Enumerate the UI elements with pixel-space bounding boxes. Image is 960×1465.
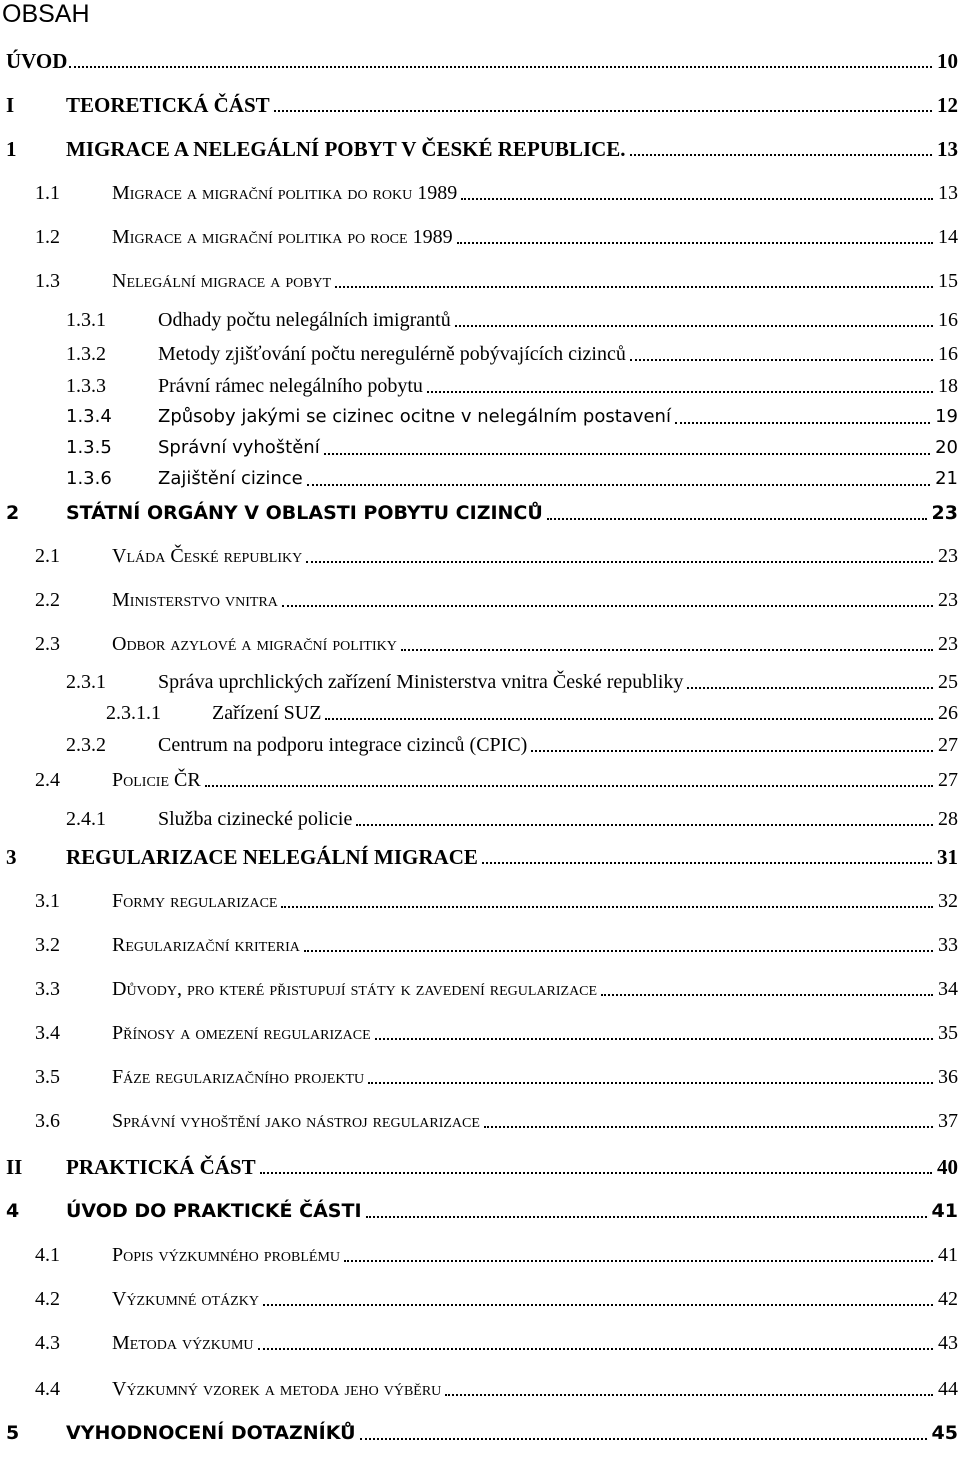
toc-entry[interactable] <box>0 886 958 916</box>
toc-entry-number: 1.3 <box>35 266 60 296</box>
toc-entry-title: TEORETICKÁ ČÁST <box>66 90 272 120</box>
dot-leader <box>675 422 930 424</box>
toc-entry[interactable] <box>0 930 958 960</box>
toc-entry-page: 45 <box>929 1418 958 1448</box>
toc-entry-number: I <box>6 90 14 120</box>
toc-entry-title: Správa uprchlických zařízení Ministerstva vnitra České republiky <box>158 667 685 697</box>
toc-entry-number: 5 <box>6 1418 19 1448</box>
toc-entry-page: 16 <box>935 339 958 369</box>
toc-entry-page: 41 <box>935 1240 958 1270</box>
toc-entry[interactable] <box>0 730 958 760</box>
toc-entry-page: 14 <box>935 222 958 252</box>
toc-entry[interactable] <box>0 134 958 164</box>
dot-leader <box>344 1260 933 1262</box>
toc-entry[interactable] <box>0 1328 958 1358</box>
toc-entry-title: Migrace a migrační politika po roce 1989 <box>112 222 455 252</box>
toc-entry-number: ÚVOD <box>6 46 67 76</box>
toc-entry-number: 3.6 <box>35 1106 60 1136</box>
toc-entry[interactable] <box>0 433 958 463</box>
toc-entry-page: 34 <box>935 974 958 1004</box>
toc-entry[interactable] <box>0 974 958 1004</box>
dot-leader <box>401 649 933 651</box>
toc-entry[interactable] <box>0 1418 958 1448</box>
dot-leader <box>304 950 933 952</box>
toc-entry-page: 33 <box>935 930 958 960</box>
dot-leader <box>630 359 933 361</box>
toc-entry[interactable] <box>0 1240 958 1270</box>
toc-entry-title: Vláda České republiky <box>112 541 304 571</box>
toc-entry-number: 2.3.1.1 <box>106 698 161 728</box>
toc-entry-number: 1.3.3 <box>66 371 106 401</box>
dot-leader <box>325 718 933 720</box>
toc-entry-page: 13 <box>934 134 958 164</box>
toc-entry-title: Zařízení SUZ <box>212 698 323 728</box>
toc-entry-number: 1 <box>6 134 17 164</box>
dot-leader <box>445 1394 933 1396</box>
toc-entry-number: 1.3.1 <box>66 305 106 335</box>
toc-entry-title: Regularizační kriteria <box>112 930 302 960</box>
toc-entry-number: 2.4.1 <box>66 804 106 834</box>
toc-entry-number: 1.2 <box>35 222 60 252</box>
toc-entry-number: 4 <box>6 1196 19 1226</box>
dot-leader <box>687 687 933 689</box>
dot-leader <box>281 906 933 908</box>
toc-entry-title: Výzkumné otázky <box>112 1284 261 1314</box>
toc-entry-title: Zajištění cizince <box>158 464 305 494</box>
dot-leader <box>375 1038 933 1040</box>
toc-entry-title: Právní rámec nelegálního pobytu <box>158 371 425 401</box>
toc-entry-number: 4.2 <box>35 1284 60 1314</box>
toc-entry-title: PRAKTICKÁ ČÁST <box>66 1152 258 1182</box>
toc-entry[interactable] <box>0 1062 958 1092</box>
toc-entry-page: 27 <box>935 730 958 760</box>
toc-entry-title: Výzkumný vzorek a metoda jeho výběru <box>112 1374 443 1404</box>
toc-entry[interactable] <box>0 1374 958 1404</box>
dot-leader <box>274 110 932 112</box>
toc-entry-number: 2.3.1 <box>66 667 106 697</box>
toc-entry-page: 23 <box>935 541 958 571</box>
toc-entry[interactable] <box>0 1152 958 1182</box>
toc-entry[interactable] <box>0 371 958 401</box>
toc-entry-page: 41 <box>929 1196 958 1226</box>
toc-entry-title: Způsoby jakými se cizinec ocitne v nelegálním postavení <box>158 402 673 432</box>
toc-entry[interactable] <box>0 90 958 120</box>
toc-entry-number: 2 <box>6 498 19 528</box>
page-title: OBSAH <box>2 0 90 28</box>
toc-entry-number: 2.1 <box>35 541 60 571</box>
toc-entry-number: 3.3 <box>35 974 60 1004</box>
toc-entry-number: 2.2 <box>35 585 60 615</box>
toc-entry-title: ÚVOD DO PRAKTICKÉ ČÁSTI <box>66 1196 364 1226</box>
dot-leader <box>455 325 933 327</box>
toc-entry-title: Přínosy a omezení regularizace <box>112 1018 373 1048</box>
toc-entry[interactable] <box>0 1106 958 1136</box>
toc-entry[interactable] <box>0 667 958 697</box>
toc-entry[interactable] <box>0 305 958 335</box>
dot-leader <box>306 561 933 563</box>
toc-entry-title: Služba cizinecké policie <box>158 804 354 834</box>
toc-entry[interactable] <box>0 266 958 296</box>
toc-entry-number: 1.3.2 <box>66 339 106 369</box>
dot-leader <box>482 862 932 864</box>
toc-entry-page: 27 <box>935 765 958 795</box>
toc-entry-number: 4.4 <box>35 1374 60 1404</box>
toc-entry-title: Důvody, pro které přistupují státy k zavedení regularizace <box>112 974 599 1004</box>
toc-entry[interactable] <box>0 585 958 615</box>
toc-entry[interactable] <box>0 1196 958 1226</box>
toc-entry[interactable] <box>0 1284 958 1314</box>
toc-entry-number: 3.4 <box>35 1018 60 1048</box>
toc-entry-number: 2.3.2 <box>66 730 106 760</box>
toc-entry-title: Popis výzkumného problému <box>112 1240 342 1270</box>
toc-entry[interactable] <box>0 804 958 834</box>
dot-leader <box>258 1348 933 1350</box>
toc-entry-page: 12 <box>934 90 958 120</box>
toc-entry-page: 20 <box>932 433 958 463</box>
toc-entry-number: 3.5 <box>35 1062 60 1092</box>
dot-leader <box>461 198 933 200</box>
toc-entry[interactable] <box>0 222 958 252</box>
toc-entry[interactable] <box>0 629 958 659</box>
dot-leader <box>457 242 933 244</box>
toc-entry-number: 4.1 <box>35 1240 60 1270</box>
toc-entry-title: Správní vyhoštění <box>158 433 322 463</box>
toc-entry-title: Metoda výzkumu <box>112 1328 256 1358</box>
toc-entry[interactable] <box>0 402 958 432</box>
toc-entry-title: Nelegální migrace a pobyt <box>112 266 333 296</box>
dot-leader <box>263 1304 933 1306</box>
toc-entry-page: 25 <box>935 667 958 697</box>
toc-entry-page: 26 <box>935 698 958 728</box>
toc-entry-page: 32 <box>935 886 958 916</box>
toc-entry-page: 40 <box>934 1152 958 1182</box>
toc-entry-number: 1.3.5 <box>66 433 112 463</box>
toc-entry-number: 4.3 <box>35 1328 60 1358</box>
dot-leader <box>307 484 930 486</box>
toc-entry-page: 43 <box>935 1328 958 1358</box>
toc-entry[interactable] <box>0 541 958 571</box>
dot-leader <box>69 66 932 68</box>
toc-entry-page: 36 <box>935 1062 958 1092</box>
toc-entry-title: REGULARIZACE NELEGÁLNÍ MIGRACE <box>66 842 480 872</box>
toc-entry-title: Fáze regularizačního projektu <box>112 1062 366 1092</box>
toc-entry-page: 35 <box>935 1018 958 1048</box>
toc-entry[interactable] <box>0 842 958 872</box>
dot-leader <box>205 785 933 787</box>
toc-entry[interactable] <box>0 46 958 76</box>
toc-entry-page: 23 <box>935 585 958 615</box>
toc-entry-page: 10 <box>934 46 958 76</box>
toc-entry-title: Centrum na podporu integrace cizinců (CPIC) <box>158 730 529 760</box>
dot-leader <box>547 518 927 520</box>
toc-entry-page: 37 <box>935 1106 958 1136</box>
toc-entry-title: Migrace a migrační politika do roku 1989 <box>112 178 459 208</box>
toc-entry-page: 18 <box>935 371 958 401</box>
toc-entry-number: 3.2 <box>35 930 60 960</box>
toc-entry-page: 23 <box>935 629 958 659</box>
toc-entry[interactable] <box>0 339 958 369</box>
toc-entry-page: 23 <box>929 498 958 528</box>
toc-entry-title: Metody zjišťování počtu neregulérně pobývajících cizinců <box>158 339 628 369</box>
toc-entry[interactable] <box>0 464 958 494</box>
toc-entry-number: 1.3.6 <box>66 464 112 494</box>
toc-entry-title: Formy regularizace <box>112 886 279 916</box>
dot-leader <box>630 154 932 156</box>
toc-entry-title: MIGRACE A NELEGÁLNÍ POBYT V ČESKÉ REPUBLICE. <box>66 134 628 164</box>
toc-entry[interactable] <box>0 765 958 795</box>
dot-leader <box>366 1216 927 1218</box>
toc-entry-title: Odhady počtu nelegálních imigrantů <box>158 305 453 335</box>
dot-leader <box>335 286 933 288</box>
toc-entry-title: Odbor azylové a migrační politiky <box>112 629 399 659</box>
toc-entry[interactable] <box>0 178 958 208</box>
toc-entry-page: 42 <box>935 1284 958 1314</box>
toc-entry[interactable] <box>0 698 958 728</box>
toc-entry-page: 15 <box>935 266 958 296</box>
toc-entry-number: 1.1 <box>35 178 60 208</box>
dot-leader <box>360 1438 927 1440</box>
dot-leader <box>368 1082 933 1084</box>
toc-entry-title: Policie ČR <box>112 765 203 795</box>
toc-entry-title: STÁTNÍ ORGÁNY V OBLASTI POBYTU CIZINCŮ <box>66 498 545 528</box>
toc-entry[interactable] <box>0 1018 958 1048</box>
toc-entry-number: 1.3.4 <box>66 402 112 432</box>
toc-entry-page: 28 <box>935 804 958 834</box>
dot-leader <box>601 994 933 996</box>
dot-leader <box>484 1126 933 1128</box>
toc-entry-number: 2.4 <box>35 765 60 795</box>
dot-leader <box>531 750 933 752</box>
dot-leader <box>282 605 933 607</box>
toc-entry-page: 31 <box>934 842 958 872</box>
toc-entry-number: II <box>6 1152 22 1182</box>
toc-entry-page: 19 <box>932 402 958 432</box>
toc-entry-page: 16 <box>935 305 958 335</box>
toc-entry-page: 44 <box>935 1374 958 1404</box>
toc-entry-page: 13 <box>935 178 958 208</box>
toc-entry-number: 2.3 <box>35 629 60 659</box>
toc-entry-page: 21 <box>932 464 958 494</box>
dot-leader <box>427 391 933 393</box>
dot-leader <box>260 1172 932 1174</box>
toc-entry-title: VYHODNOCENÍ DOTAZNÍKŮ <box>66 1418 358 1448</box>
toc-entry-title: Ministerstvo vnitra <box>112 585 280 615</box>
dot-leader <box>324 453 930 455</box>
toc-entry-number: 3.1 <box>35 886 60 916</box>
toc-entry[interactable] <box>0 498 958 528</box>
toc-entry-title: Správní vyhoštění jako nástroj regularizace <box>112 1106 482 1136</box>
toc-entry-number: 3 <box>6 842 17 872</box>
dot-leader <box>356 824 933 826</box>
